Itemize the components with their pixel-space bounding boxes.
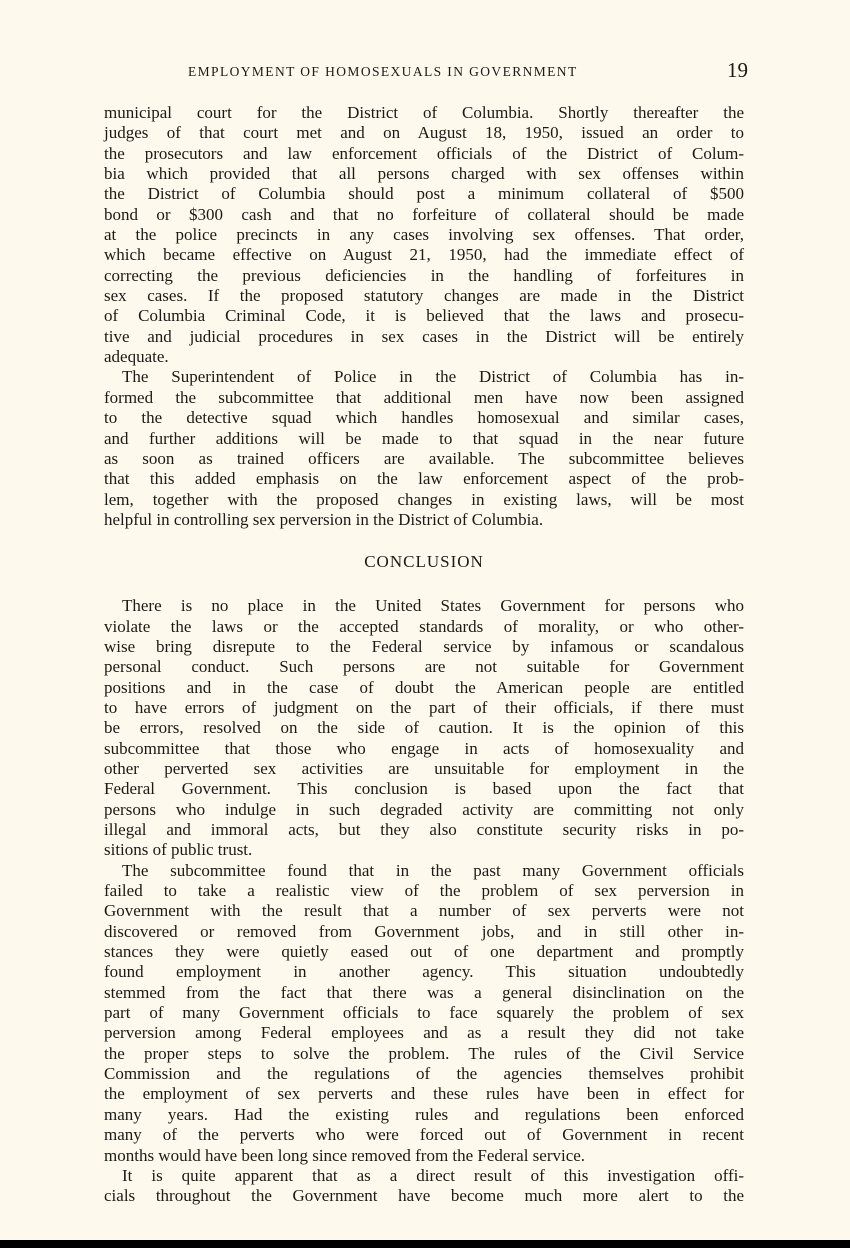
text-line: subcommittee that those who engage in acts of homosexuality and <box>104 738 744 758</box>
text-line: the prosecutors and law enforcement officials of the District of Colum- <box>104 143 744 163</box>
text-line: formed the subcommittee that additional men have now been assigned <box>104 387 744 407</box>
text-line: the District of Columbia should post a minimum collateral of $500 <box>104 184 744 204</box>
text-line: positions and in the case of doubt the American people are entitled <box>104 677 744 697</box>
text-line: correcting the previous deficiencies in the handling of forfeitures in <box>104 265 744 285</box>
section-heading: CONCLUSION <box>364 552 484 572</box>
text-line: to the detective squad which handles homosexual and similar cases, <box>104 408 744 428</box>
text-line: be errors, resolved on the side of caution. It is the opinion of this <box>104 718 744 738</box>
text-line: lem, together with the proposed changes in existing laws, will be most <box>104 489 744 509</box>
text-line: bond or $300 cash and that no forfeiture of collateral should be made <box>104 204 744 224</box>
text-line: found employment in another agency. This situation undoubtedly <box>104 962 744 982</box>
text-line: the employment of sex perverts and these rules have been in effect for <box>104 1084 744 1104</box>
body-text <box>104 103 744 1207</box>
text-line: adequate. <box>104 347 169 367</box>
text-line: stances they were quietly eased out of one department and promptly <box>104 942 744 962</box>
text-line: persons who indulge in such degraded activity are committing not only <box>104 799 744 819</box>
text-line: part of many Government officials to face squarely the problem of sex <box>104 1003 744 1023</box>
text-line: It is quite apparent that as a direct result of this investigation offi- <box>122 1165 744 1185</box>
text-line: sitions of public trust. <box>104 840 253 860</box>
text-line: of Columbia Criminal Code, it is believed that the laws and prosecu- <box>104 306 744 326</box>
scan-border <box>0 1240 850 1248</box>
text-line: many of the perverts who were forced out of Government in recent <box>104 1125 744 1145</box>
text-line: bia which provided that all persons charged with sex offenses within <box>104 164 744 184</box>
text-line: The subcommittee found that in the past many Government officials <box>122 860 744 880</box>
text-line: Government with the result that a number of sex perverts were not <box>104 901 744 921</box>
text-line: Commission and the regulations of the agencies themselves prohibit <box>104 1064 744 1084</box>
text-line: which became effective on August 21, 1950, had the immediate effect of <box>104 245 744 265</box>
text-line: municipal court for the District of Columbia. Shortly thereafter the <box>104 103 744 122</box>
text-line: perversion among Federal employees and as a result they did not take <box>104 1023 744 1043</box>
text-line: months would have been long since removed from the Federal service. <box>104 1145 586 1165</box>
text-line: violate the laws or the accepted standards of morality, or who other- <box>104 616 744 636</box>
text-line: that this added emphasis on the law enforcement aspect of the prob- <box>104 469 744 489</box>
running-title: EMPLOYMENT OF HOMOSEXUALS IN GOVERNMENT <box>188 64 578 79</box>
text-line: failed to take a realistic view of the problem of sex perversion in <box>104 881 744 901</box>
text-line: to have errors of judgment on the part of their officials, if there must <box>104 697 744 717</box>
text-line: other perverted sex activities are unsuitable for employment in the <box>104 758 744 778</box>
page-number: 19 <box>727 58 748 82</box>
text-line: The Superintendent of Police in the District of Columbia has in- <box>122 367 744 387</box>
text-line: illegal and immoral acts, but they also constitute security risks in po- <box>104 820 744 839</box>
running-head <box>104 60 748 84</box>
text-line: and further additions will be made to that squad in the near future <box>104 428 744 448</box>
text-line: the proper steps to solve the problem. The rules of the Civil Service <box>104 1043 744 1063</box>
text-line: at the police precincts in any cases involving sex offenses. That order, <box>104 225 744 245</box>
text-line: sex cases. If the proposed statutory changes are made in the District <box>104 286 744 306</box>
text-line: as soon as trained officers are available. The subcommittee believes <box>104 448 744 468</box>
text-line: discovered or removed from Government jobs, and in still other in- <box>104 921 744 941</box>
text-line: Federal Government. This conclusion is based upon the fact that <box>104 779 744 799</box>
text-line: many years. Had the existing rules and regulations been enforced <box>104 1104 744 1124</box>
text-line: There is no place in the United States Government for persons who <box>122 596 744 616</box>
text-line: stemmed from the fact that there was a general disinclination on the <box>104 982 744 1002</box>
text-line: personal conduct. Such persons are not suitable for Government <box>104 657 744 677</box>
text-line: helpful in controlling sex perversion in the District of Columbia. <box>104 509 544 529</box>
text-line: wise bring disrepute to the Federal service by infamous or scandalous <box>104 636 744 656</box>
text-line: cials throughout the Government have become much more alert to the <box>104 1186 744 1206</box>
text-line: judges of that court met and on August 18, 1950, issued an order to <box>104 123 744 143</box>
text-line: tive and judicial procedures in sex cases in the District will be entirely <box>104 326 744 346</box>
